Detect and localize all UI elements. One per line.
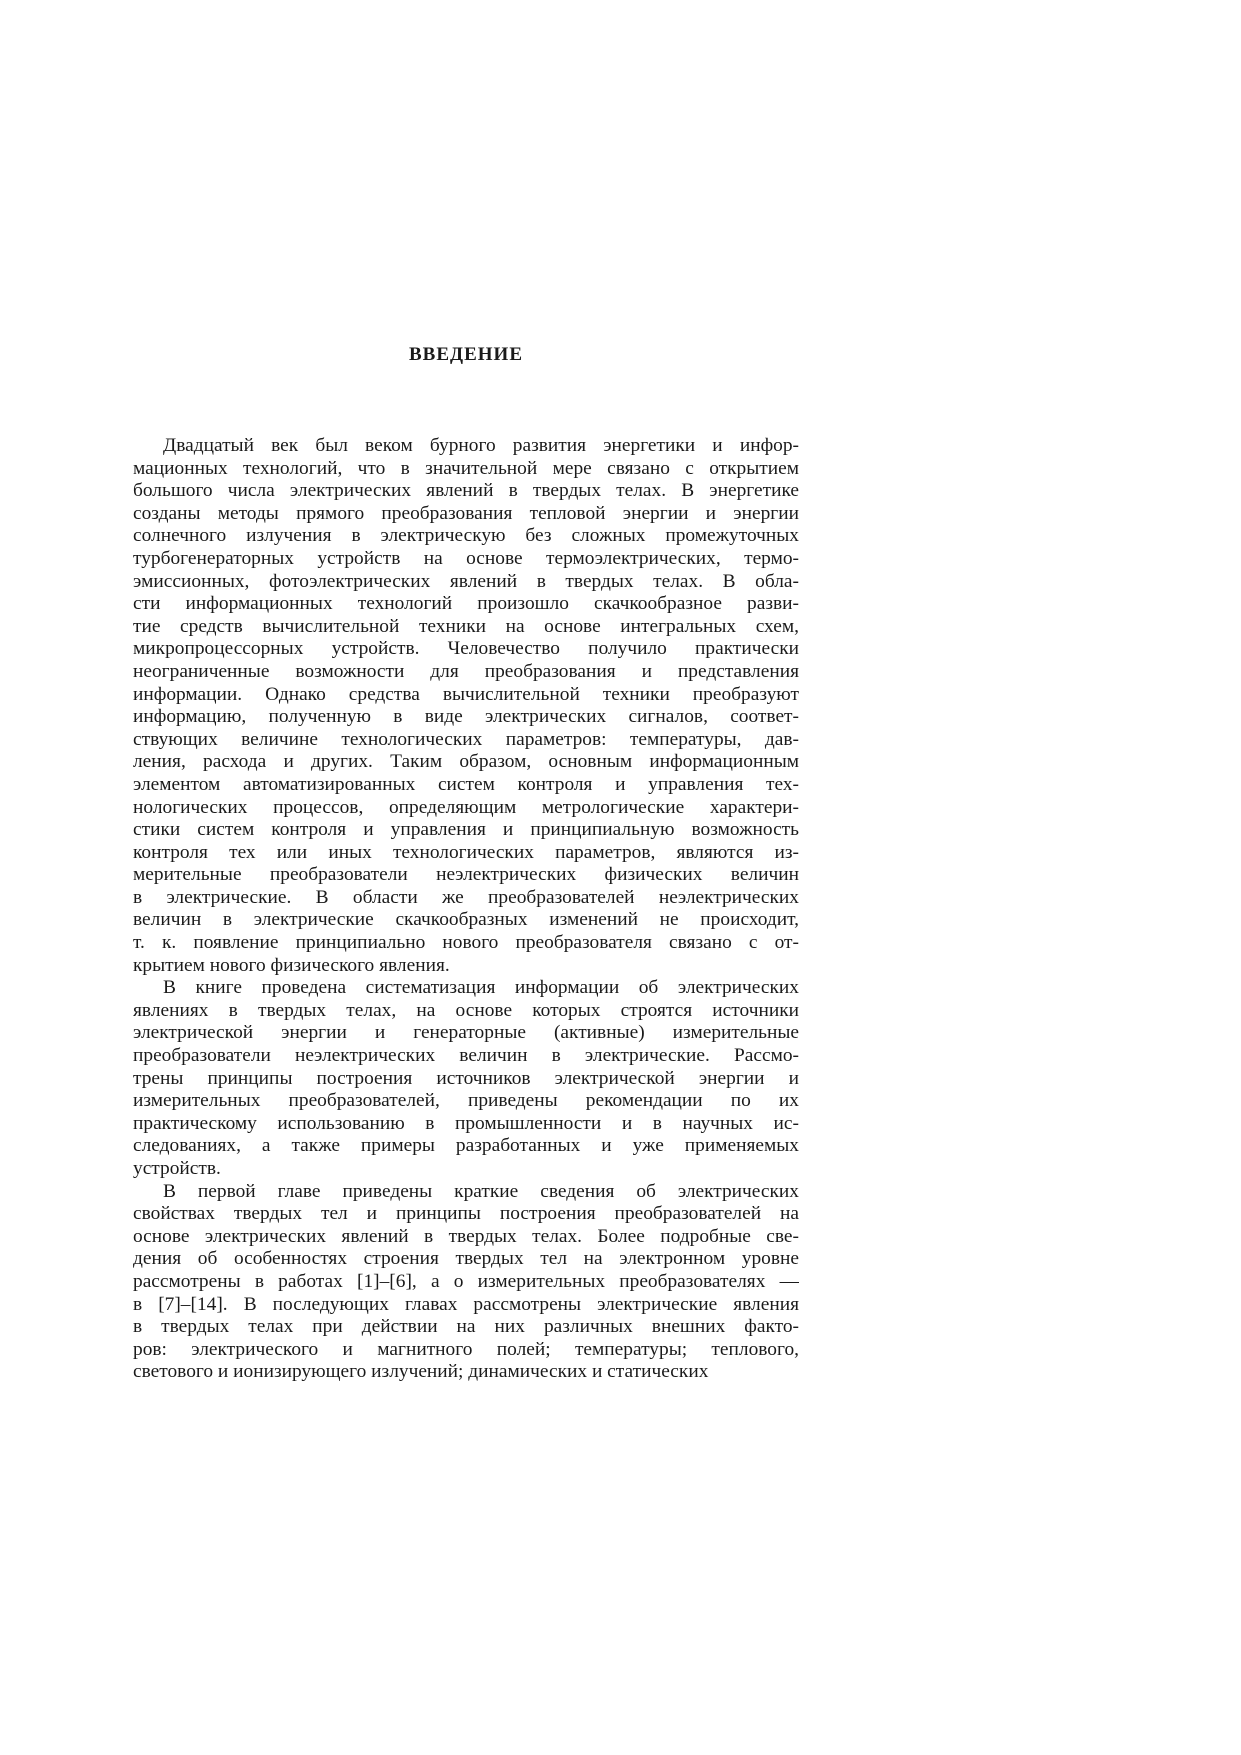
text-line: основе электрических явлений в твердых телах. Более подробные све- (133, 1225, 799, 1247)
text-line: В книге проведена систематизация информации об электрических (163, 977, 799, 999)
text-line: измерительных преобразователей, приведены рекомендации по их (133, 1090, 799, 1112)
text-line: рассмотрены в работах [1]–[6], а о измерительных преобразователях — (133, 1270, 799, 1292)
text-line: т. к. появление принципиально нового преобразователя связано с от- (133, 932, 799, 954)
text-line: турбогенераторных устройств на основе термоэлектрических, термо- (133, 547, 799, 569)
text-line: ствующих величине технологических параметров: температуры, дав- (133, 728, 799, 750)
text-line: тие средств вычислительной техники на основе интегральных схем, (133, 615, 799, 637)
text-line: элементом автоматизированных систем контроля и управления тех- (133, 773, 799, 795)
paragraph (133, 435, 799, 977)
text-line: большого числа электрических явлений в твердых телах. В энергетике (133, 480, 799, 502)
text-line: трены принципы построения источников электрической энергии и (133, 1067, 799, 1089)
body-text (133, 435, 799, 1384)
text-line: Двадцатый век был веком бурного развития энергетики и инфор- (163, 435, 799, 456)
text-line: мерительные преобразователи неэлектрических физических величин (133, 864, 799, 886)
text-line: мационных технологий, что в значительной мере связано с открытием (133, 457, 799, 479)
text-line: практическому использованию в промышленности и в научных ис- (133, 1112, 799, 1134)
text-line: сти информационных технологий произошло скачкообразное разви- (133, 593, 799, 615)
text-line: В первой главе приведены краткие сведения об электрических (163, 1180, 799, 1202)
chapter-heading: ВВЕДЕНИЕ (409, 344, 523, 365)
text-line: неограниченные возможности для преобразования и представления (133, 660, 799, 682)
text-line: солнечного излучения в электрическую без сложных промежуточных (133, 525, 799, 547)
text-line: эмиссионных, фотоэлектрических явлений в твердых телах. В обла- (133, 570, 799, 592)
text-line: контроля тех или иных технологических параметров, являются из- (133, 841, 799, 863)
text-line: информацию, полученную в виде электрических сигналов, соответ- (133, 706, 799, 728)
text-line: величин в электрические скачкообразных изменений не происходит, (133, 909, 799, 931)
text-line: электрической энергии и генераторные (активные) измерительные (133, 1022, 799, 1044)
text-line: в электрические. В области же преобразователей неэлектрических (133, 886, 799, 908)
text-line: следованиях, а также примеры разработанных и уже применяемых (133, 1135, 799, 1157)
text-line: нологических процессов, определяющим метрологические характери- (133, 796, 799, 818)
text-line: свойствах твердых тел и принципы построения преобразователей на (133, 1203, 799, 1225)
text-line: явлениях в твердых телах, на основе которых строятся источники (133, 999, 799, 1021)
text-line: дения об особенностях строения твердых тел на электронном уровне (133, 1248, 799, 1270)
text-line: в [7]–[14]. В последующих главах рассмотрены электрические явления (133, 1293, 799, 1315)
paragraph (133, 1181, 799, 1384)
text-line: стики систем контроля и управления и принципиальную возможность (133, 819, 799, 841)
text-line: устройств. (133, 1158, 221, 1179)
text-line: ления, расхода и других. Таким образом, основным информационным (133, 751, 799, 773)
text-line: микропроцессорных устройств. Человечество получило практически (133, 638, 799, 660)
text-line: ров: электрического и магнитного полей; температуры; теплового, (133, 1338, 799, 1360)
text-line: созданы методы прямого преобразования тепловой энергии и энергии (133, 502, 799, 524)
paragraph (133, 977, 799, 1180)
text-line: информации. Однако средства вычислительной техники преобразуют (133, 683, 799, 705)
text-line: в твердых телах при действии на них различных внешних факто- (133, 1316, 799, 1338)
text-line: крытием нового физического явления. (133, 954, 450, 976)
text-line: преобразователи неэлектрических величин в электрические. Рассмо- (133, 1045, 799, 1067)
text-line: светового и ионизирующего излучений; динамических и статических (133, 1361, 709, 1383)
